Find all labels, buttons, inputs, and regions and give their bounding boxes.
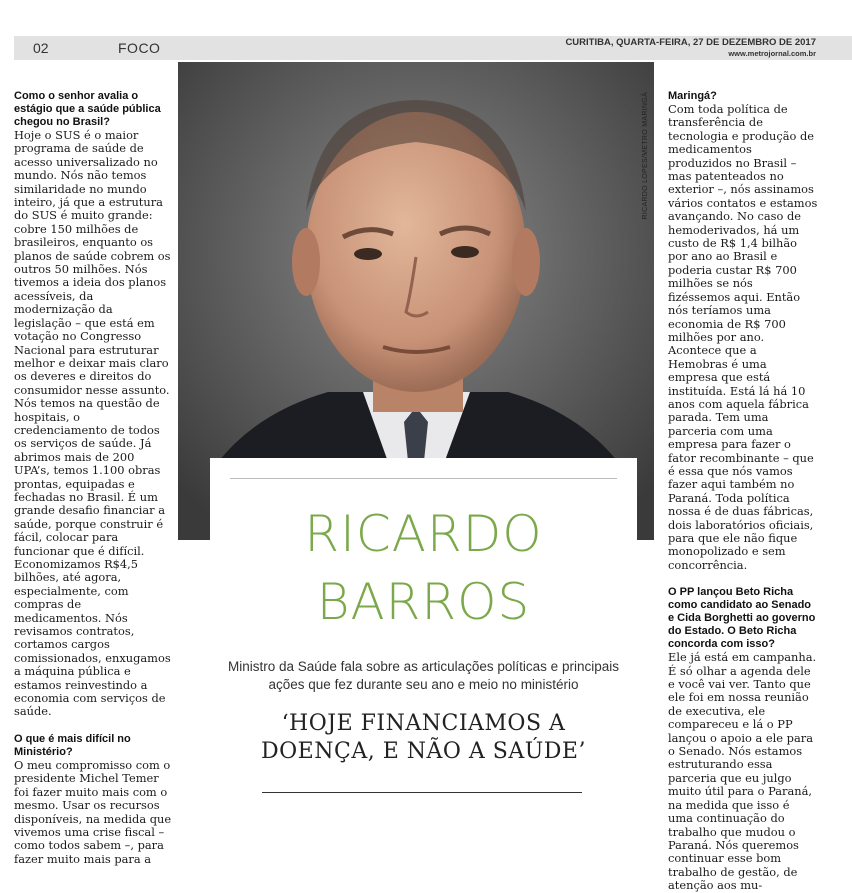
photo-credit: RICARDO LOPES/METRO MARINGÁ xyxy=(642,92,649,220)
question-0: Maringá? xyxy=(668,90,717,102)
interviewee-first-name: RICARDO xyxy=(304,505,543,563)
dateline: CURITIBA, QUARTA-FEIRA, 27 DE DEZEMBRO DE 2017 xyxy=(565,37,816,48)
answer-2: O meu compromisso com o presidente Michel Temer foi fazer muito mais com o mesmo. Usar os recursos disponíveis, na medida que vivemos uma crise fiscal – como todos sabem –, para fazer muito mais para a xyxy=(14,757,172,866)
question-3: O PP lançou Beto Richa como candidato ao Senado e Cida Borghetti ao governo do Estado. O Beto Richa concorda com isso? xyxy=(668,586,816,651)
answer-1: Hoje o SUS é o maior programa de saúde de acesso universalizado no mundo. Nós não temos similaridade no mundo inteiro, já que a estrutura do SUS é muito grande: cobre 150 milhões de brasileiros, enquanto os planos de saúde cobrem os outros 50 milhões. Nós tivemos a ideia dos planos acessíveis, da modernização da legislação – que está em votação no Congresso Nacional para estruturar melhor e deixar mais claro os deveres e direitos do consumidor nesse assunto. Nós temos na questão de hospitais, o credenciamento de todos os serviços de saúde. Já abrimos mais de 200 UPA’s, temos 1.100 obras prontas, equipadas e fechadas no Brasil. É um grande desafio financiar a saúde, porque construir é fácil, colocar para funcionar que é difícil. Economizamos R$4,5 bilhões, até agora, especialmente, com compras de medicamentos. Nós revisamos contratos, cortamos cargos comissionados, enxugamos a máquina pública e estamos reinvestindo a economia com serviços de saúde. xyxy=(14,128,171,719)
section-label: FOCO xyxy=(118,40,161,56)
article-subtitle: Ministro da Saúde fala sobre as articulações políticas e principais ações que fez durante seu ano e meio no ministério xyxy=(228,659,619,692)
left-column xyxy=(14,90,172,866)
question-2: O que é mais difícil no Ministério? xyxy=(14,732,131,758)
divider xyxy=(262,792,582,793)
answer-0: Com toda política de transferência de tecnologia e produção de medicamentos produzidos no Brasil – mas patenteados no exterior –, nós assinamos vários contatos e estamos avançando. No caso de hemoderivados, há um custo de R$ 1,4 bilhão por ano ao Brasil e poderia custar R$ 700 milhões se nós fizéssemos aqui. Então nós teríamos uma economia de R$ 700 milhões por ano. Acontece que a Hemobras é uma empresa que está instituída. Está lá há 10 anos com aquela fábrica parada. Tem uma parceria com uma empresa para fazer o fator recombinante – que é essa que nós vamos fazer aqui também no Paraná. Toda política nossa é de duas fábricas, dois laboratórios oficiais, para que ele não fique monopolizado e sem concorrência. xyxy=(668,102,818,572)
answer-3: Ele já está em campanha. É só olhar a agenda dele e você vai ver. Tanto que ele foi em nossa reunião de executiva, ele compareceu e lá o PP lançou o apoio a ele para o Senado. Nós estamos estruturando essa parceria que eu julgo muito útil para o Paraná, na medida que isso é uma continuação do trabalho que mudou o Paraná. Nós queremos continuar esse bom trabalho de gestão, de atenção aos mu- xyxy=(668,650,817,893)
website-url: www.metrojornal.com.br xyxy=(728,49,816,58)
divider xyxy=(230,478,617,479)
question-1: Como o senhor avalia o estágio que a saúde pública chegou no Brasil? xyxy=(14,90,161,128)
right-column xyxy=(668,90,818,893)
pull-quote: ‘HOJE FINANCIAMOS A DOENÇA, E NÃO A SAÚDE’ xyxy=(261,711,586,764)
interviewee-last-name: BARROS xyxy=(316,573,531,631)
page-number: 02 xyxy=(33,40,49,56)
